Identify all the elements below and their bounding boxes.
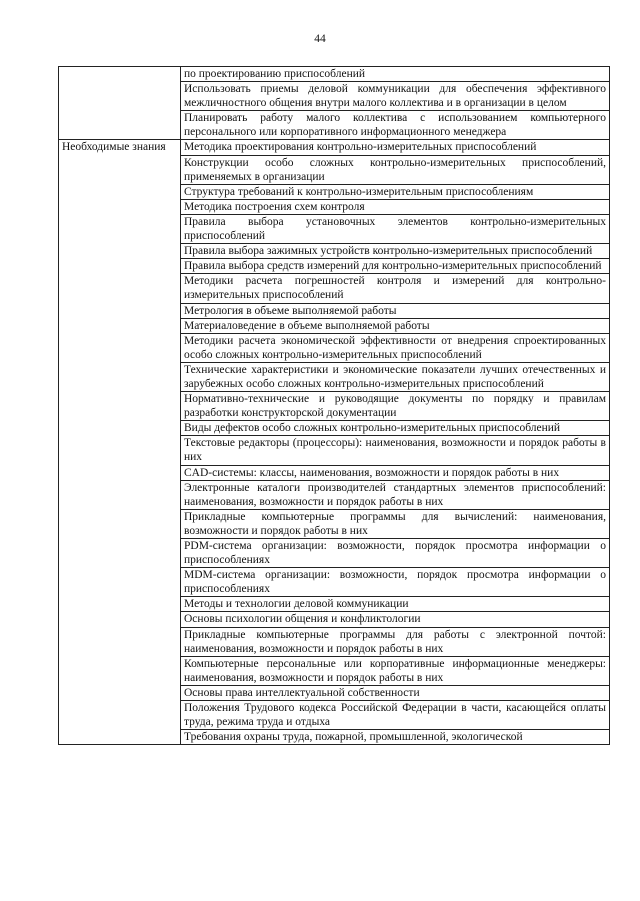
table-cell-text: Конструкции особо сложных контрольно-измерительных приспособлений, применяемых в организации	[181, 155, 610, 184]
table-cell-text: Правила выбора средств измерений для контрольно-измерительных приспособлений	[181, 259, 610, 274]
table-cell-text: Основы психологии общения и конфликтологии	[181, 612, 610, 627]
table-cell-text: Материаловедение в объеме выполняемой работы	[181, 318, 610, 333]
table-cell-text: Прикладные компьютерные программы для работы с электронной почтой: наименования, возможности и порядок работы в них	[181, 627, 610, 656]
table-cell-text: по проектированию приспособлений	[181, 67, 610, 82]
table-cell-text: Правила выбора установочных элементов контрольно-измерительных приспособлений	[181, 214, 610, 243]
table-cell-text: Структура требований к контрольно-измерительным приспособлениям	[181, 184, 610, 199]
table-row	[59, 140, 610, 155]
table-cell-text: CAD-системы: классы, наименования, возможности и порядок работы в них	[181, 465, 610, 480]
table-cell-text: Текстовые редакторы (процессоры): наименования, возможности и порядок работы в них	[181, 436, 610, 465]
table-cell-text: Компьютерные персональные или корпоративные информационные менеджеры: наименования, возможности и порядок работы в них	[181, 656, 610, 685]
table-cell-text: Использовать приемы деловой коммуникации для обеспечения эффективного межличностного общения внутри малого коллектива и в организации в целом	[181, 82, 610, 111]
page-number: 44	[314, 33, 326, 45]
table-cell-text: Основы права интеллектуальной собственности	[181, 685, 610, 700]
table-cell-text: Прикладные компьютерные программы для вычислений: наименования, возможности и порядок работы в них	[181, 509, 610, 538]
table-cell-text: Правила выбора зажимных устройств контрольно-измерительных приспособлений	[181, 244, 610, 259]
competency-table	[58, 66, 610, 745]
table-cell-text: Положения Трудового кодекса Российской Федерации в части, касающейся оплаты труда, режима труда и отдыха	[181, 701, 610, 730]
table-cell-text: Требования охраны труда, пожарной, промышленной, экологической	[181, 730, 610, 745]
table-cell-text: Нормативно-технические и руководящие документы по порядку и правилам разработки конструкторской документации	[181, 392, 610, 421]
table-cell-text: PDM-система организации: возможности, порядок просмотра информации о приспособлениях	[181, 539, 610, 568]
section-label: Необходимые знания	[59, 140, 181, 745]
table-cell-text: Электронные каталоги производителей стандартных элементов приспособлений: наименования, возможности и порядок работы в них	[181, 480, 610, 509]
table-cell-text: Методики расчета экономической эффективности от внедрения спроектированных особо сложных контрольно-измерительных приспособлений	[181, 333, 610, 362]
table-row	[59, 67, 610, 82]
table-cell-text: MDM-система организации: возможности, порядок просмотра информации о приспособлениях	[181, 568, 610, 597]
table-cell-text: Методы и технологии деловой коммуникации	[181, 597, 610, 612]
section-label-empty	[59, 67, 181, 140]
table-cell-text: Методика построения схем контроля	[181, 199, 610, 214]
table-cell-text: Технические характеристики и экономические показатели лучших отечественных и зарубежных особо сложных контрольно-измерительных приспособлений	[181, 362, 610, 391]
table-cell-text: Методики расчета погрешностей контроля и измерений для контрольно-измерительных приспособлений	[181, 274, 610, 303]
table-cell-text: Методика проектирования контрольно-измерительных приспособлений	[181, 140, 610, 155]
table-cell-text: Планировать работу малого коллектива с использованием компьютерного персонального или корпоративного информационного менеджера	[181, 111, 610, 140]
table-cell-text: Виды дефектов особо сложных контрольно-измерительных приспособлений	[181, 421, 610, 436]
table-cell-text: Метрология в объеме выполняемой работы	[181, 303, 610, 318]
